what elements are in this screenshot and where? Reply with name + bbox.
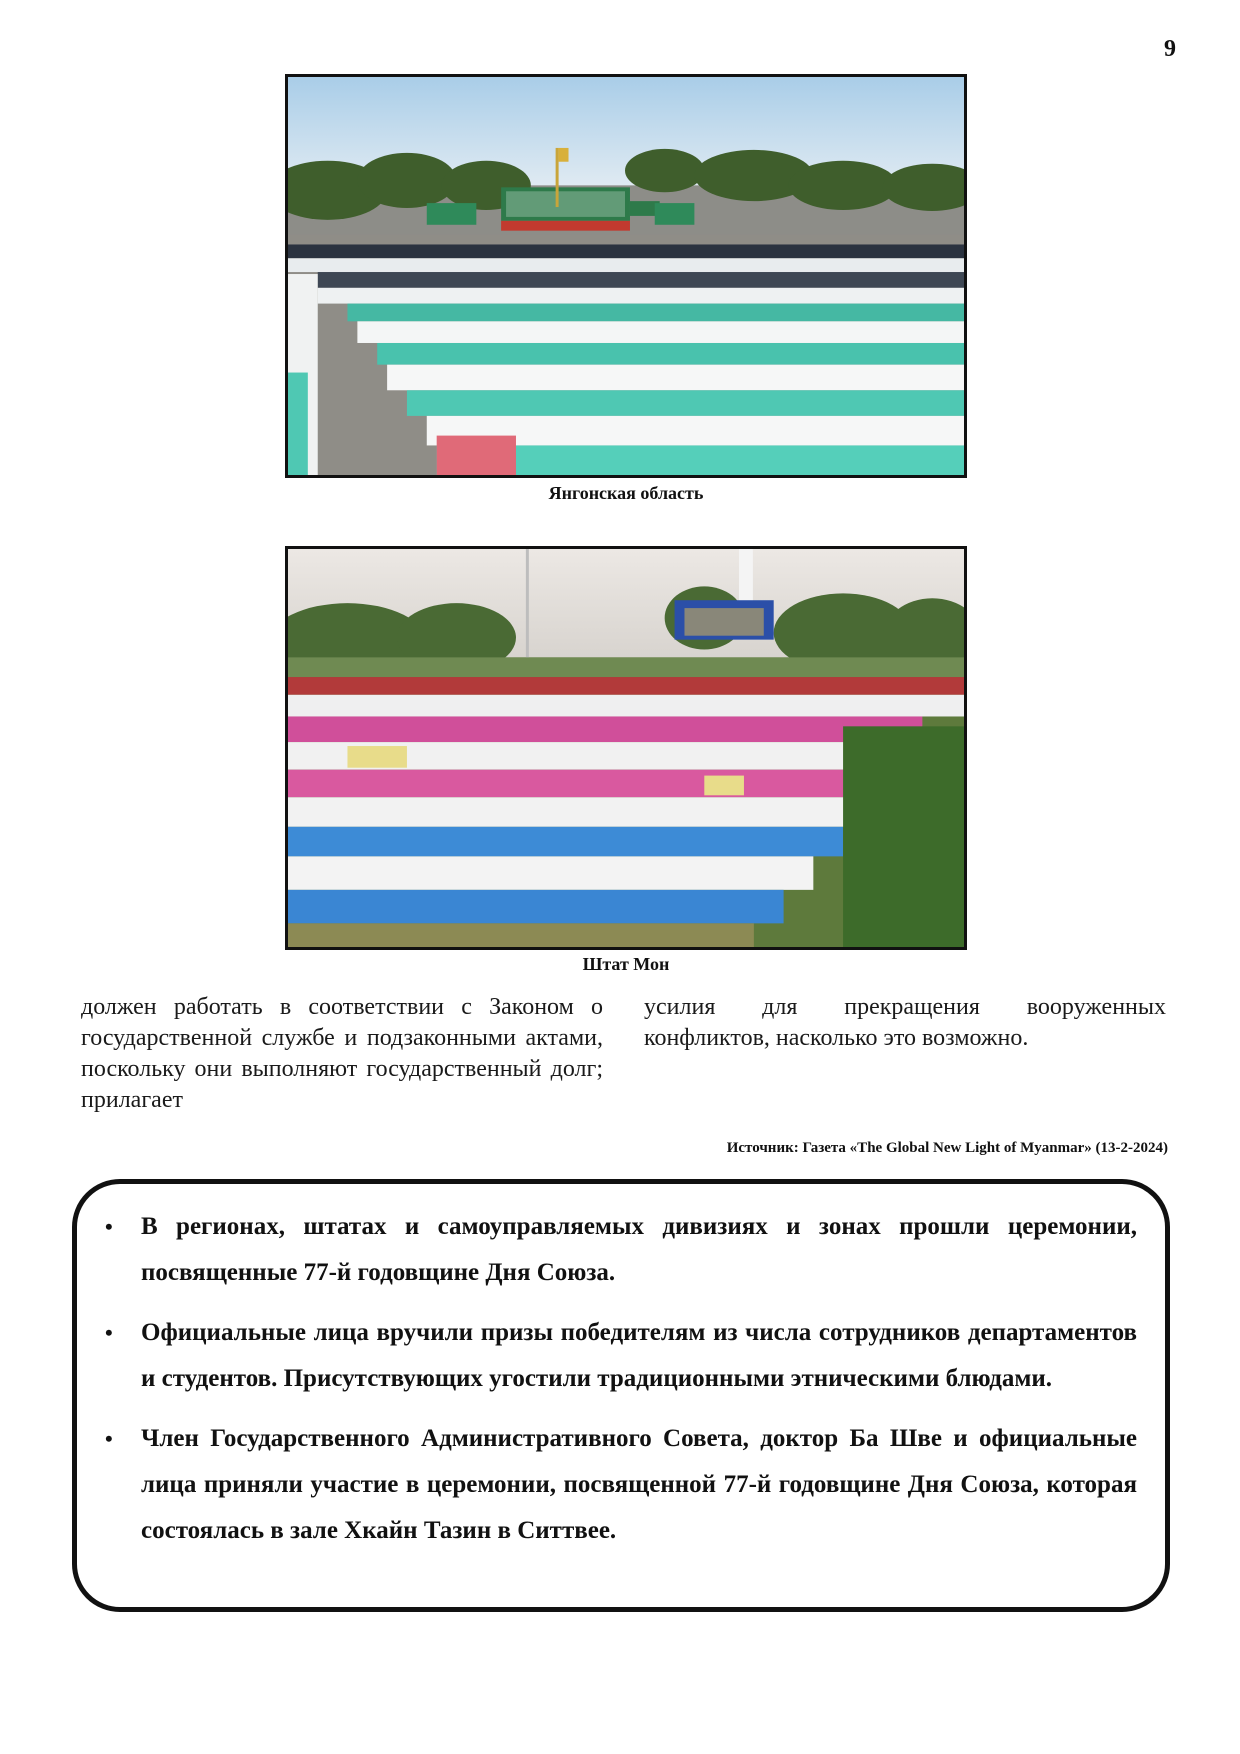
summary-item	[101, 1204, 1137, 1296]
summary-item	[101, 1416, 1137, 1554]
summary-item-text: В регионах, штатах и самоуправляемых дивизиях и зонах прошли церемонии, посвященные 77-й годовщине Дня Союза.	[141, 1213, 1137, 1286]
summary-item-text: Официальные лица вручили призы победителям из числа сотрудников департаментов и студентов. Присутствующих угостили традиционными этническими блюдами.	[141, 1319, 1137, 1392]
summary-item	[101, 1310, 1137, 1402]
bullet-icon: •	[105, 1214, 113, 1239]
summary-list	[101, 1204, 1137, 1554]
article-text-right-column: усилия для прекращения вооруженных конфликтов, насколько это возможно.	[644, 994, 1166, 1051]
bullet-icon: •	[105, 1320, 113, 1345]
page-number: 9	[1164, 36, 1176, 62]
ceremony-photo-yangon	[285, 74, 967, 478]
photo-caption-yangon: Янгонская область	[548, 483, 704, 503]
summary-box	[72, 1179, 1170, 1612]
summary-item-text: Член Государственного Административного Совета, доктор Ба Шве и официальные лица приняли участие в церемонии, посвященной 77-й годовщине Дня Союза, которая состоялась в зале Хкайн Тазин в Ситтвее.	[141, 1425, 1137, 1544]
photo-caption-mon: Штат Мон	[582, 954, 670, 974]
article-text-left-column: должен работать в соответствии с Законом о государственной службе и подзаконными актами, поскольку они выполняют государственный долг; прилагает	[81, 994, 603, 1113]
ceremony-photo-mon	[285, 546, 967, 950]
source-citation: Источник: Газета «The Global New Light of Myanmar» (13-2-2024)	[726, 1140, 1168, 1156]
bullet-icon: •	[105, 1426, 113, 1451]
